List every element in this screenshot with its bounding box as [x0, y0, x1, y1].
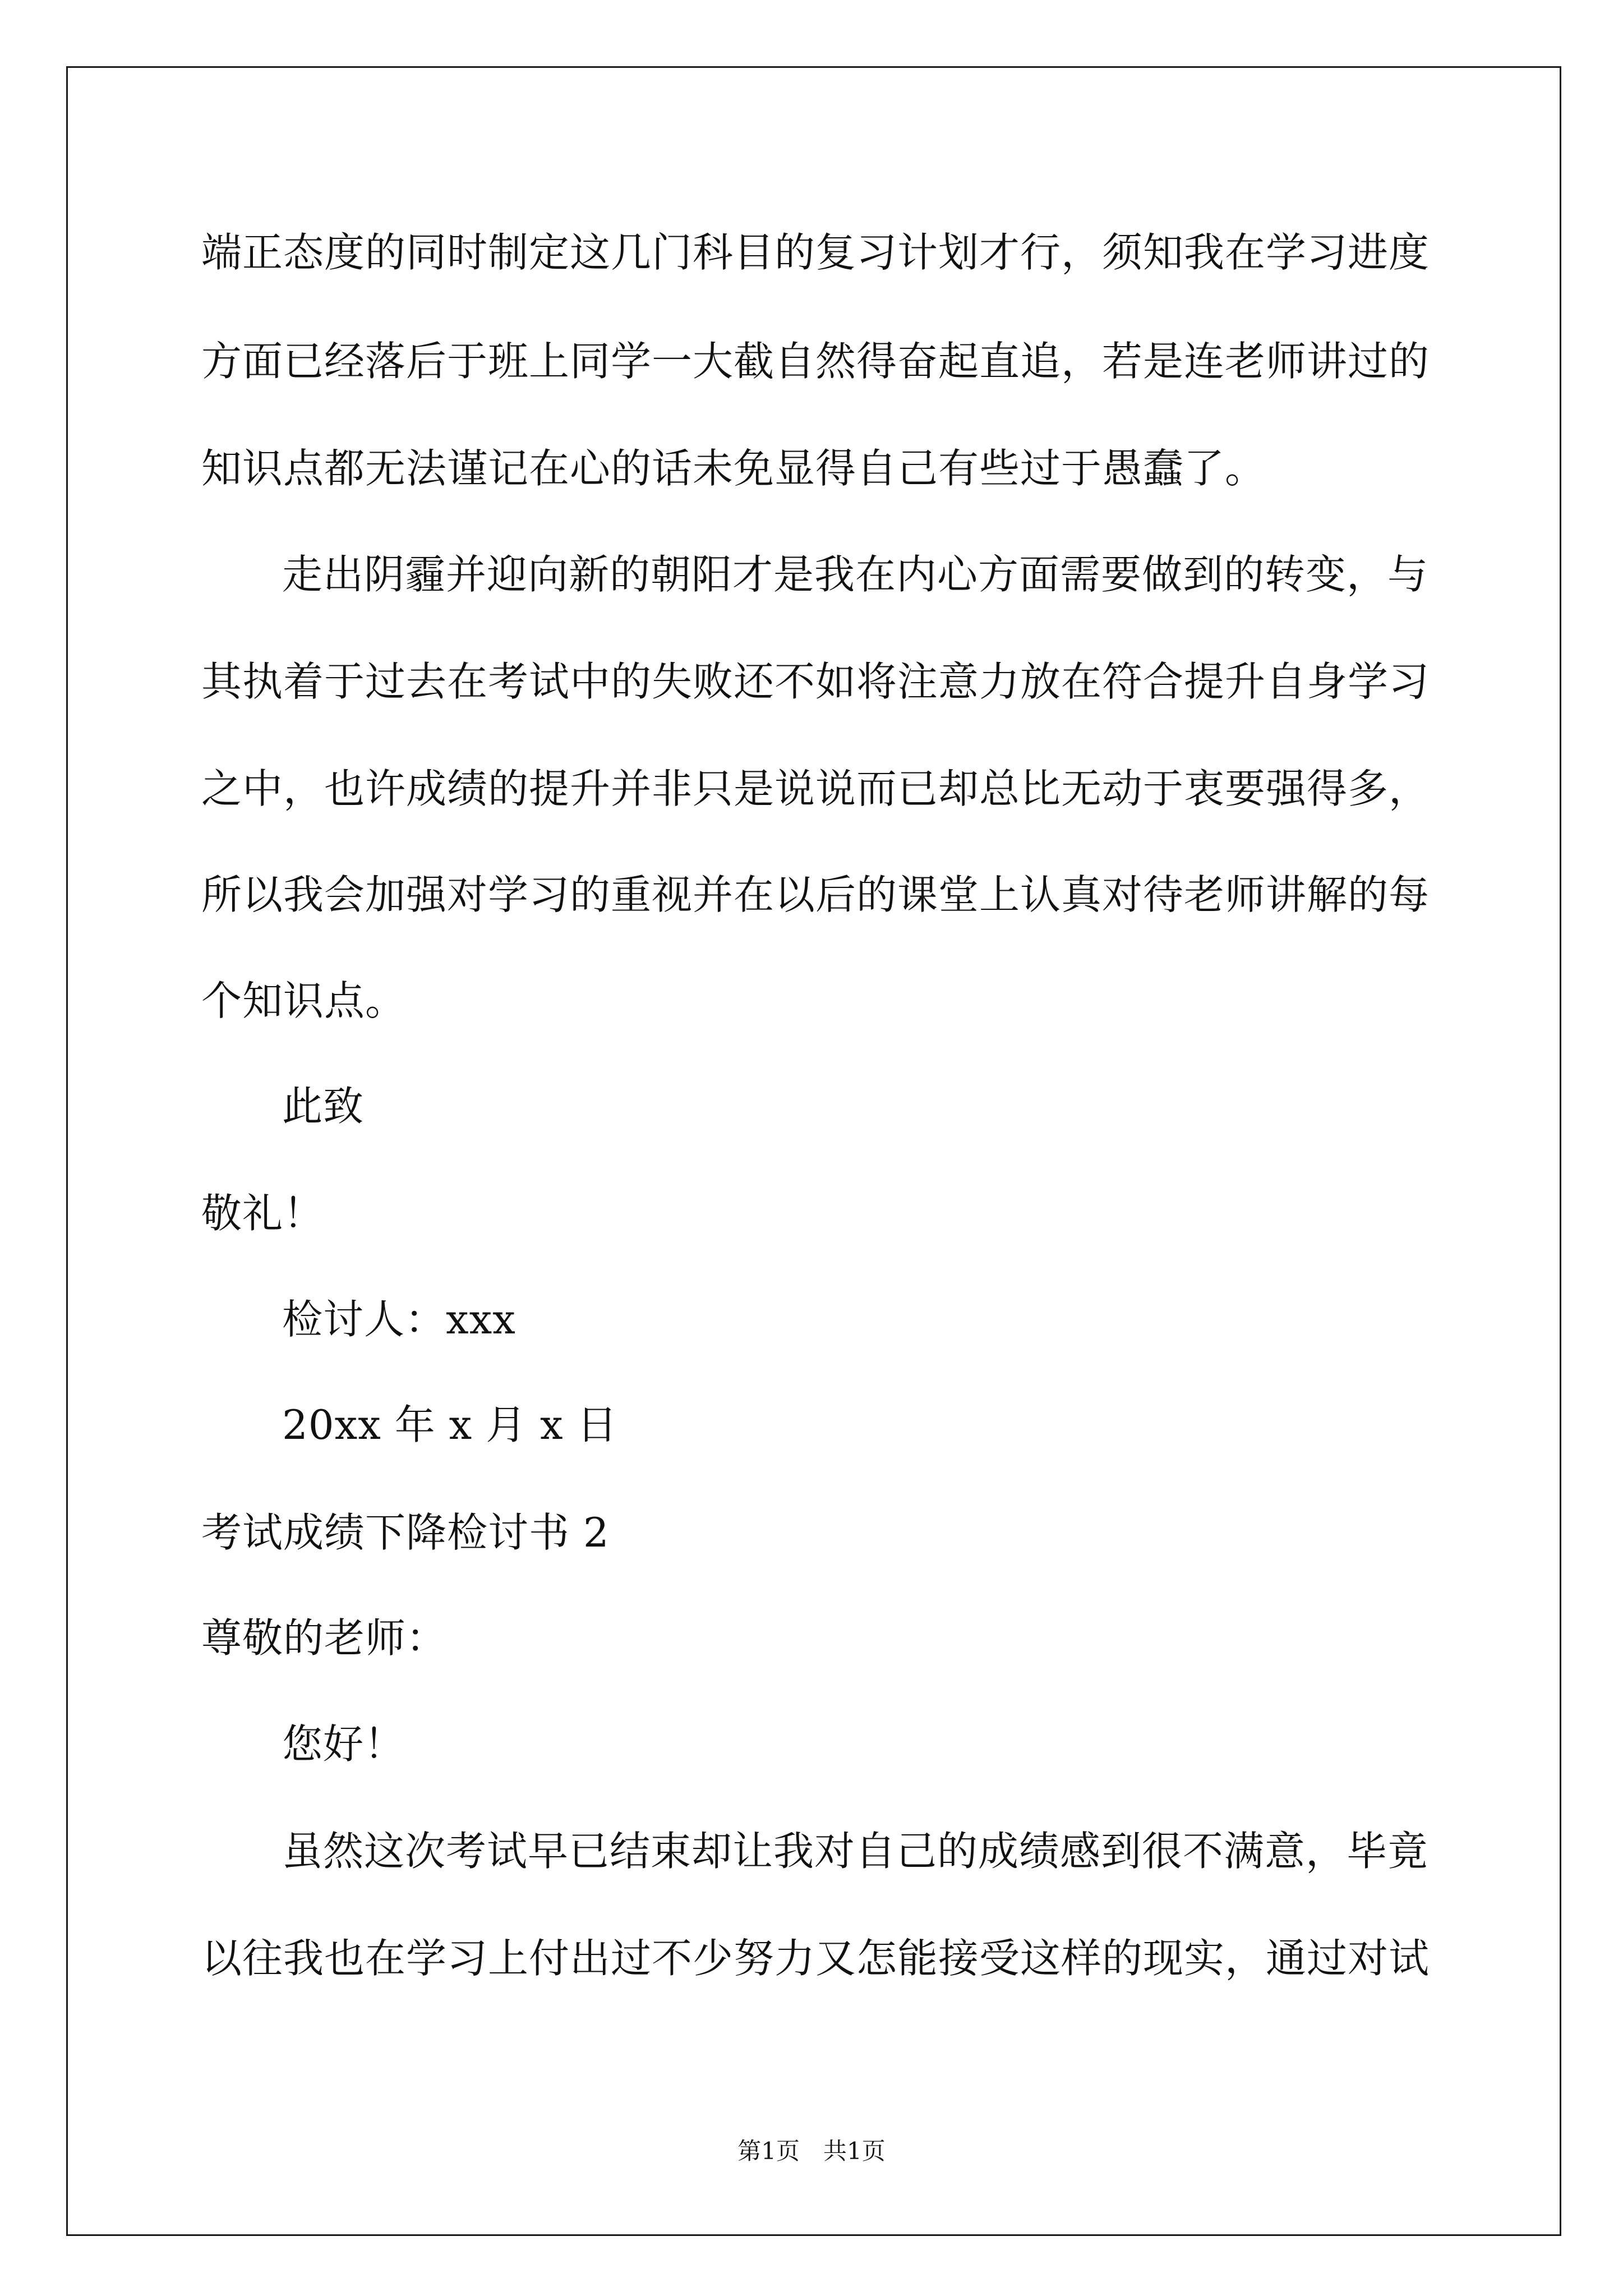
text-line: 方面已经落后于班上同学一大截自然得奋起直追，若是连老师讲过的 [201, 338, 1430, 385]
text-line: 虽然这次考试早已结束却让我对自己的成绩感到很不满意，毕竟 [282, 1828, 1429, 1875]
signature-author: 检讨人：xxx [282, 1296, 516, 1343]
text-line: 走出阴霾并迎向新的朝阳才是我在内心方面需要做到的转变，与 [282, 551, 1429, 598]
page-footer: 第1页 共1页 [737, 2137, 886, 2165]
letter-greeting: 尊敬的老师： [201, 1614, 448, 1662]
text-line: 以往我也在学习上付出过不少努力又怎能接受这样的现实，通过对试 [201, 1935, 1430, 1982]
salutation-closing: 此致 [282, 1083, 365, 1130]
page-border [66, 66, 1561, 2236]
signature-date: 20xx 年 x 月 x 日 [282, 1401, 618, 1448]
salutation-regards: 敬礼！ [201, 1190, 325, 1237]
section-title: 考试成绩下降检讨书 2 [201, 1509, 610, 1556]
text-line: 之中，也许成绩的提升并非只是说说而已却总比无动于衷要强得多， [201, 765, 1430, 812]
text-line: 所以我会加强对学习的重视并在以后的课堂上认真对待老师讲解的每 [201, 871, 1430, 918]
text-line: 个知识点。 [201, 977, 407, 1024]
text-line: 其执着于过去在考试中的失败还不如将注意力放在符合提升自身学习 [201, 658, 1430, 705]
letter-hello: 您好！ [282, 1720, 405, 1768]
text-line: 知识点都无法谨记在心的话未免显得自己有些过于愚蠢了。 [201, 445, 1266, 492]
text-line: 端正态度的同时制定这几门科目的复习计划才行，须知我在学习进度 [201, 229, 1430, 276]
